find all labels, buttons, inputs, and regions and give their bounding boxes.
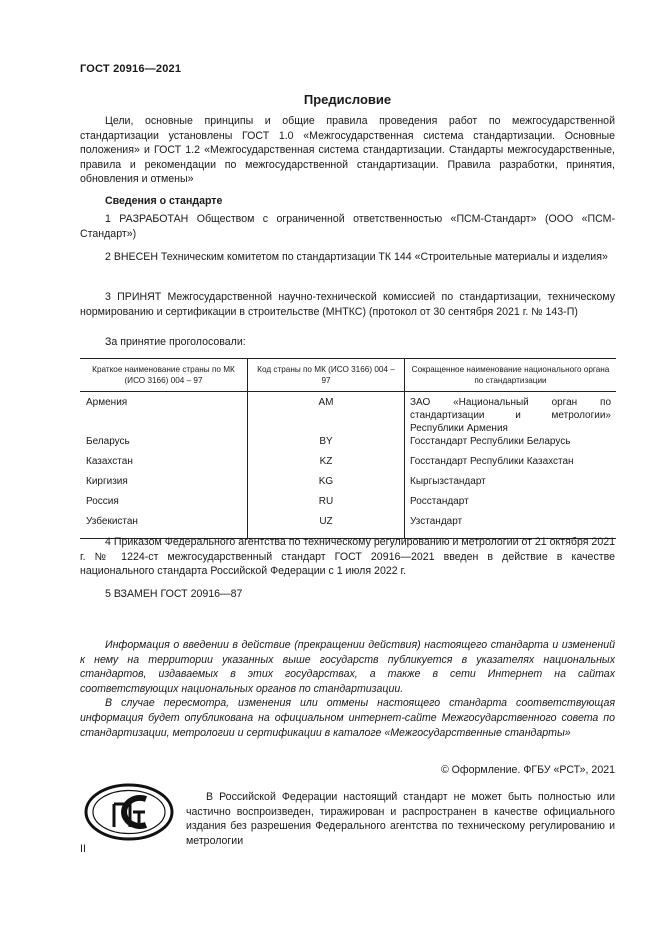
country-name: Казахстан [86,456,133,467]
header-standards-body: Сокращенное наименование национального органа по стандартизации [405,359,617,392]
item-1 [80,212,615,241]
preface-title: Предисловие [303,92,392,107]
country-code: UZ [248,515,405,539]
vote-label: За принятие проголосовали: [105,336,246,348]
table-row [80,475,616,495]
standards-body: Госстандарт Республики Беларусь [410,436,571,447]
standards-body: Росстандарт [410,496,469,507]
header-country-code: Код страны по МК (ИСО 3166) 004 – 97 [248,359,405,392]
country-code: AM [248,392,405,436]
country-code: BY [248,435,405,455]
reproduction-text: В Российской Федерации настоящий стандарт не может быть полностью или частично воспроизведен, тиражирован и распространен в качестве официального издания без разрешения Федерального агентства по техническому регулированию и метрологии [186,791,615,847]
item-5 [80,587,615,602]
country-code: RU [248,495,405,515]
country-name: Беларусь [86,436,130,447]
item-3 [80,290,615,319]
country-name: Узбекистан [80,515,248,539]
notice-block [80,638,615,740]
country-name: Россия [86,496,119,507]
standards-body: Госстандарт Республики Казахстан [410,456,574,467]
preface-intro [80,114,615,187]
table-row [80,435,616,455]
standards-body: Узстандарт [405,515,617,539]
document-code: ГОСТ 20916—2021 [80,63,182,75]
voting-countries-table [80,358,616,539]
intro-paragraph: Цели, основные принципы и общие правила проведения работ по межгосударственной стандартизации установлены ГОСТ 1.0 «Межгосударственная система стандартизации. Основные положения» и ГОСТ 1.2 «Межгосударственная система стандартизации. Стандарты межгосударственные, правила и рекомендации по межгосударственной стандартизации. Правила разработки, принятия, обновления и отмены» [80,115,615,186]
notice-paragraph-2: В случае пересмотра, изменения или отмены настоящего стандарта соответствующая информация будет опубликована на официальном интернет-сайте Межгосударственного совета по стандартизации, метрологии и сертификации в каталоге «Межгосударственные стандарты» [80,697,615,739]
item-4-text: 4 Приказом Федерального агентства по техническому регулированию и метрологии от 21 октября 2021 г. № 1224-ст межгосударственный стандарт ГОСТ 20916—2021 введен в действие в качестве национального стандарта Российской Федерации с 1 июля 2022 г. [80,536,615,578]
country-name: Армения [86,397,128,408]
table-row [80,495,616,515]
standards-body: ЗАО «Национальный орган по стандартизации и метрологии» Республики Армения [410,397,611,434]
copyright-line: © Оформление. ФГБУ «РСТ», 2021 [440,764,615,776]
table-header-row [80,359,616,392]
table-row [80,392,616,436]
item-4 [80,535,615,579]
country-code: KG [248,475,405,495]
country-code: KZ [248,455,405,475]
item-2 [80,250,615,265]
table-row [80,455,616,475]
rst-certification-logo-icon [84,783,174,841]
item-1-text: 1 РАЗРАБОТАН Обществом с ограниченной ответственностью «ПСМ-Стандарт» (ООО «ПСМ-Стандарт») [80,213,615,240]
country-name: Киргизия [86,476,128,487]
item-2-text: 2 ВНЕСЕН Техническим комитетом по стандартизации ТК 144 «Строительные материалы и изделия» [105,251,608,263]
standard-info-heading: Сведения о стандарте [105,195,223,207]
notice-paragraph-1: Информация о введении в действие (прекращении действия) настоящего стандарта и изменений к нему на территории указанных выше государств публикуется в указателях национальных стандартов, издаваемых в этих государствах, а также в сети Интернет на сайтах соответствующих национальных органов по стандартизации. [80,639,615,695]
item-5-text: 5 ВЗАМЕН ГОСТ 20916—87 [105,588,243,600]
header-country-name: Краткое наименование страны по МК (ИСО 3166) 004 – 97 [80,359,248,392]
standards-body: Кыргызстандарт [410,476,486,487]
item-3-text: 3 ПРИНЯТ Межгосударственной научно-технической комиссией по стандартизации, техническому нормированию и сертификации в строительстве (МНТКС) (протокол от 30 сентября 2021 г. № 143-П) [80,291,615,318]
page-number: II [80,843,86,855]
reproduction-notice [186,790,615,848]
